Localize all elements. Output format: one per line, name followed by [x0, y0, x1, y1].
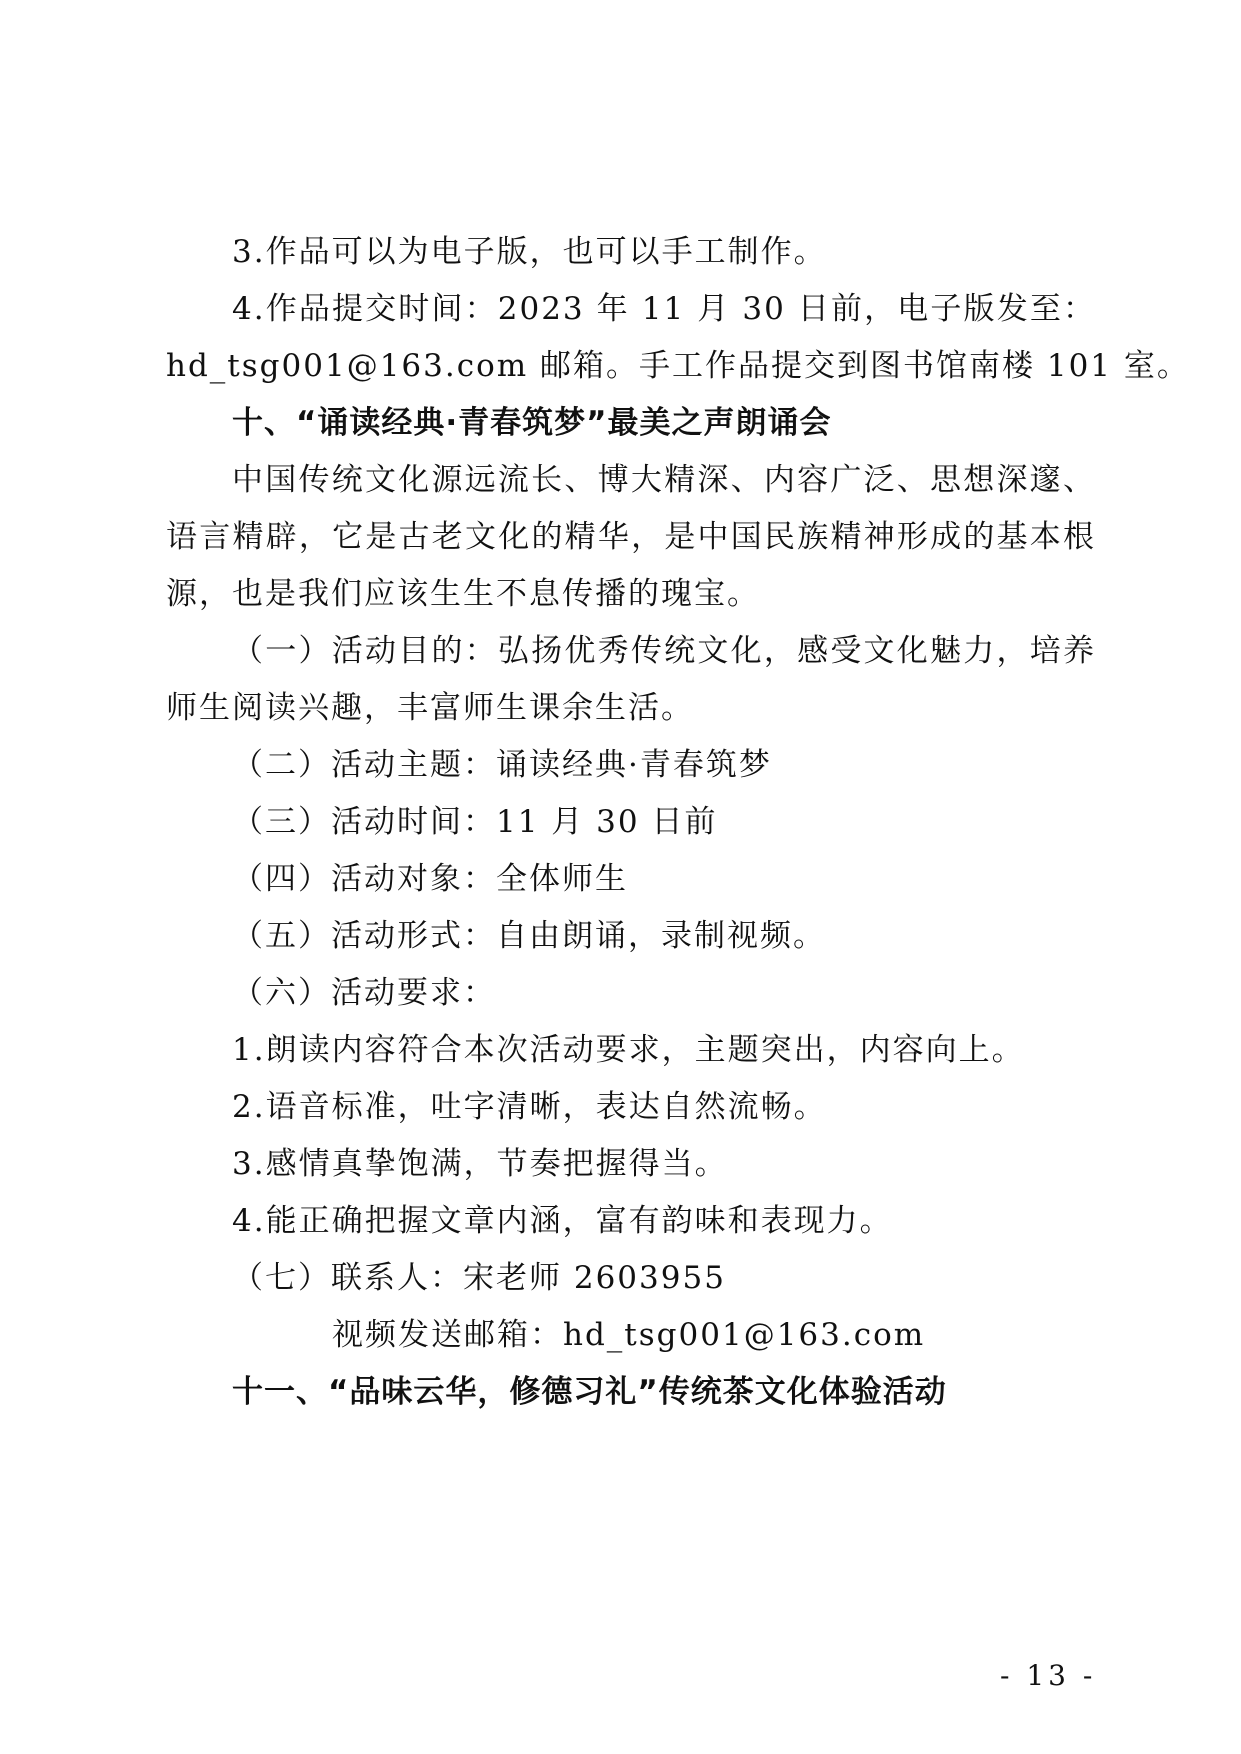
section-heading-10: 十、“诵读经典·青春筑梦”最美之声朗诵会: [232, 405, 832, 441]
paragraph-line: （四）活动对象：全体师生: [232, 861, 628, 897]
paragraph-line: （六）活动要求：: [232, 975, 496, 1011]
paragraph-line: 语言精辟，它是古老文化的精华，是中国民族精神形成的基本根: [166, 519, 1096, 555]
paragraph-line: 源，也是我们应该生生不息传播的瑰宝。: [166, 576, 760, 612]
paragraph-line: 中国传统文化源远流长、博大精深、内容广泛、思想深邃、: [232, 462, 1096, 498]
paragraph-line: 1.朗读内容符合本次活动要求，主题突出，内容向上。: [232, 1032, 1025, 1068]
paragraph-line: hd_tsg001@163.com 邮箱。手工作品提交到图书馆南楼 101 室。: [166, 348, 1190, 384]
paragraph-line: （二）活动主题：诵读经典·青春筑梦: [232, 747, 772, 783]
paragraph-line: （三）活动时间：11 月 30 日前: [232, 804, 718, 840]
paragraph-line: （五）活动形式：自由朗诵，录制视频。: [232, 918, 826, 954]
paragraph-line: 3.感情真挚饱满，节奏把握得当。: [232, 1146, 728, 1182]
section-heading-11: 十一、“品味云华，修德习礼”传统茶文化体验活动: [232, 1374, 947, 1410]
paragraph-line: 3.作品可以为电子版，也可以手工制作。: [232, 234, 827, 270]
paragraph-line: 4.作品提交时间：2023 年 11 月 30 日前，电子版发至：: [232, 291, 1096, 327]
paragraph-line: 师生阅读兴趣，丰富师生课余生活。: [166, 690, 694, 726]
page-number: - 13 -: [1000, 1659, 1097, 1692]
paragraph-line: （一）活动目的：弘扬优秀传统文化，感受文化魅力，培养: [232, 633, 1096, 669]
paragraph-line: （七）联系人：宋老师 2603955: [232, 1260, 726, 1296]
paragraph-line: 2.语音标准，吐字清晰，表达自然流畅。: [232, 1089, 827, 1125]
contact-email-line: 视频发送邮箱：hd_tsg001@163.com: [332, 1317, 926, 1353]
paragraph-line: 4.能正确把握文章内涵，富有韵味和表现力。: [232, 1203, 893, 1239]
